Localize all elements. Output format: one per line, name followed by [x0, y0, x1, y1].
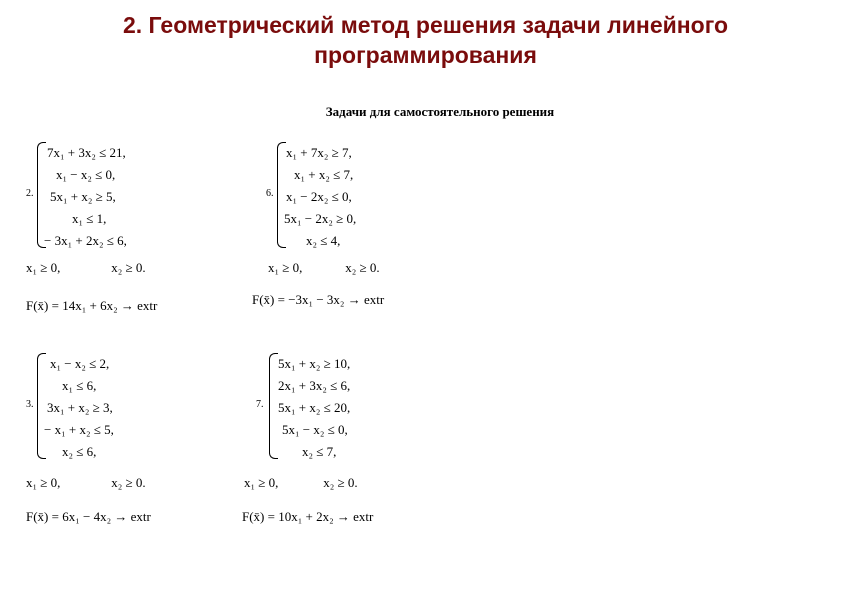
nonneg-x2: x₂ ≥ 0. — [111, 475, 146, 490]
constraint-system — [284, 142, 356, 252]
constraint-system — [44, 353, 114, 463]
nonneg-x2: x₂ ≥ 0. — [345, 260, 380, 275]
constraint-row: 2x₁ + 3x₂ ≤ 6, — [278, 378, 351, 393]
nonnegativity-conditions — [26, 260, 146, 276]
nonneg-x2: x₂ ≥ 0. — [323, 475, 358, 490]
constraint-row: x₁ − x₂ ≤ 0, — [56, 167, 116, 182]
constraint-row: x₂ ≤ 6, — [62, 444, 97, 459]
nonneg-x1: x₁ ≥ 0, — [244, 475, 279, 490]
slide-title — [0, 10, 851, 70]
constraint-row: x₁ ≤ 6, — [62, 378, 97, 393]
constraint-row: x₁ + 7x₂ ≥ 7, — [286, 145, 352, 160]
constraint-row: 5x₁ − 2x₂ ≥ 0, — [284, 211, 357, 226]
problem-2 — [26, 142, 246, 322]
problem-number: 3. — [26, 399, 34, 410]
objective-function: F(x̄) = 14x₁ + 6x₂ → extr — [26, 298, 158, 313]
nonneg-x2: x₂ ≥ 0. — [111, 260, 146, 275]
constraint-row: 3x₁ + x₂ ≥ 3, — [47, 400, 113, 415]
nonnegativity-conditions — [26, 475, 146, 491]
objective-function: F(x̄) = −3x₁ − 3x₂ → extr — [252, 292, 385, 307]
nonneg-x1: x₁ ≥ 0, — [26, 475, 61, 490]
constraint-row: x₁ + x₂ ≤ 7, — [294, 167, 354, 182]
nonnegativity-conditions — [268, 260, 380, 276]
constraint-system — [276, 353, 350, 463]
constraint-system — [44, 142, 127, 252]
objective-function: F(x̄) = 10x₁ + 2x₂ → extr — [242, 509, 374, 524]
problem-7 — [242, 353, 476, 533]
constraint-row: x₁ − x₂ ≤ 2, — [50, 356, 110, 371]
nonnegativity-conditions — [244, 475, 358, 491]
constraint-row: − 3x₁ + 2x₂ ≤ 6, — [44, 233, 127, 248]
constraint-row: x₁ ≤ 1, — [72, 211, 107, 226]
constraint-row: x₁ − 2x₂ ≤ 0, — [286, 189, 352, 204]
slide-title-line-2: программирования — [314, 42, 537, 68]
problem-number: 2. — [26, 188, 34, 199]
constraint-row: 5x₁ + x₂ ≥ 5, — [50, 189, 116, 204]
constraint-row: 5x₁ − x₂ ≤ 0, — [282, 422, 348, 437]
constraint-row: x₂ ≤ 4, — [306, 233, 341, 248]
objective-function: F(x̄) = 6x₁ − 4x₂ → extr — [26, 509, 151, 524]
constraint-row: 7x₁ + 3x₂ ≤ 21, — [47, 145, 126, 160]
nonneg-x1: x₁ ≥ 0, — [268, 260, 303, 275]
slide-title-line-1: 2. Геометрический метод решения задачи линейного — [122, 12, 729, 38]
constraint-row: 5x₁ + x₂ ≤ 20, — [278, 400, 351, 415]
problem-6 — [252, 142, 486, 322]
problem-number: 7. — [256, 399, 264, 410]
problem-number: 6. — [266, 188, 274, 199]
nonneg-x1: x₁ ≥ 0, — [26, 260, 61, 275]
problem-3 — [26, 353, 246, 533]
constraint-row: − x₁ + x₂ ≤ 5, — [44, 422, 114, 437]
constraint-row: x₂ ≤ 7, — [302, 444, 337, 459]
section-subtitle: Задачи для самостоятельного решения — [325, 104, 555, 119]
constraint-row: 5x₁ + x₂ ≥ 10, — [278, 356, 351, 371]
